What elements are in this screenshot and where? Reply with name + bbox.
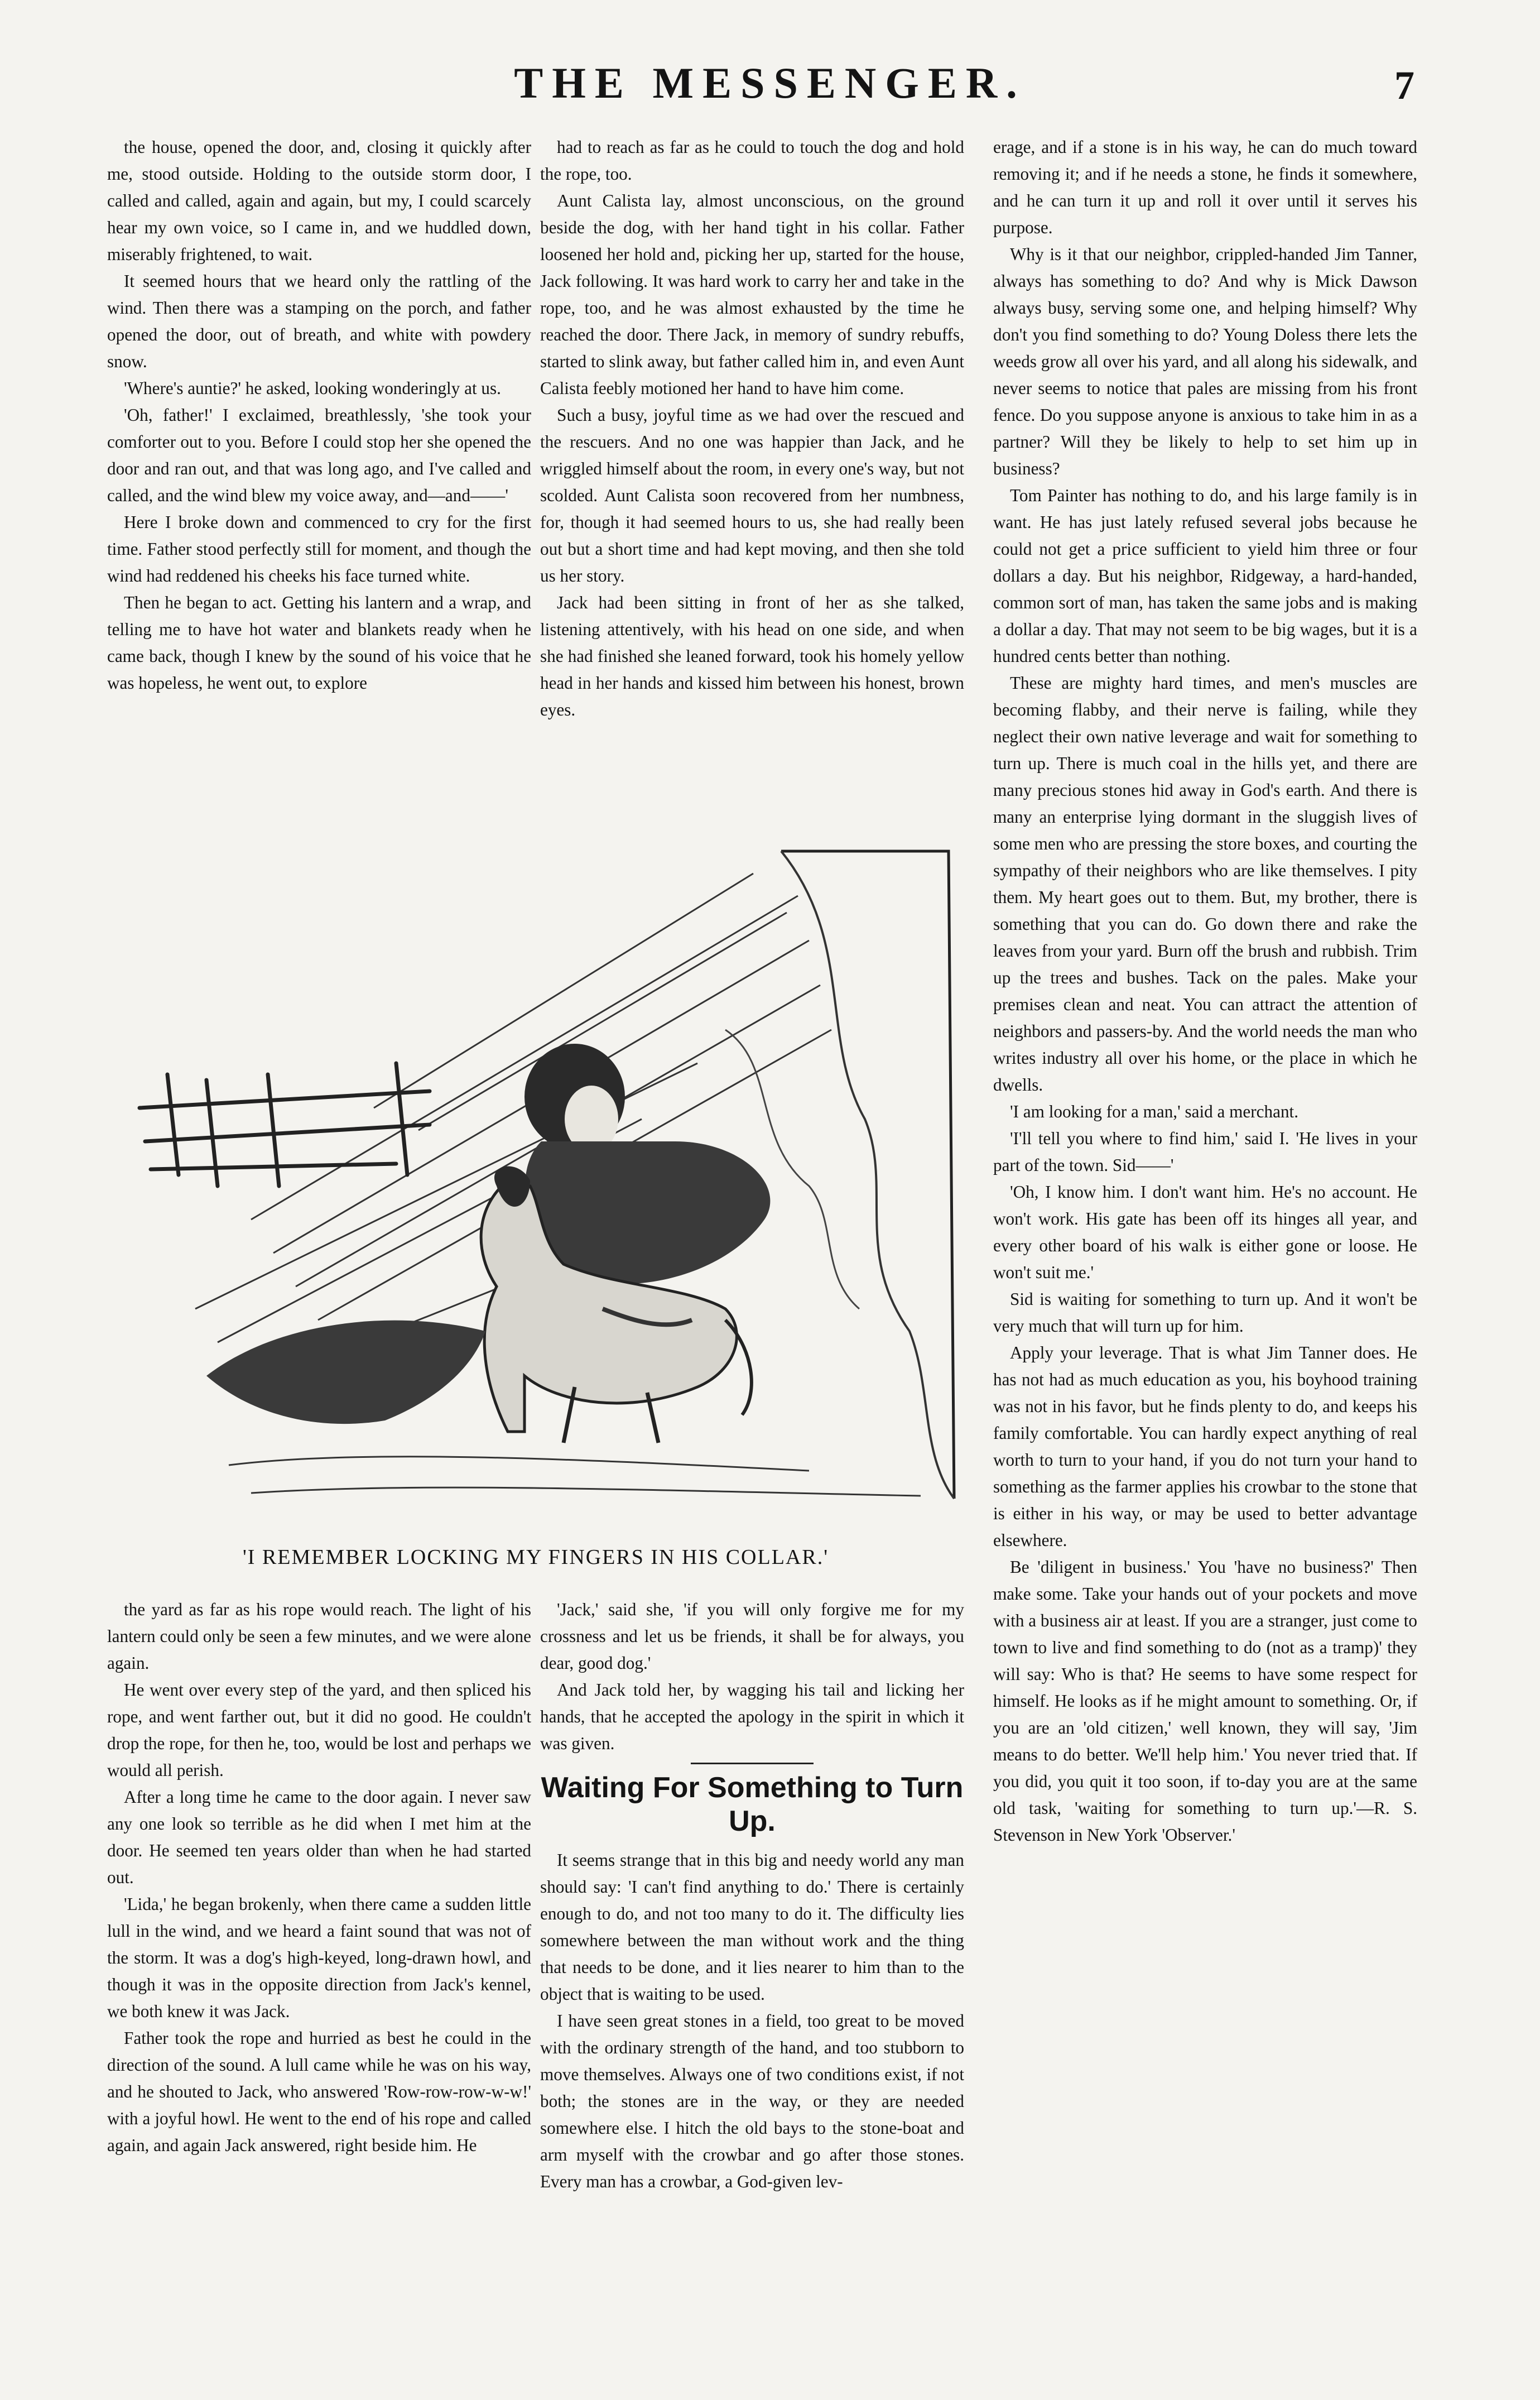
article-paragraph-signoff: Be 'diligent in business.' You 'have no business?' Then make some. Take your hands out of your pockets and move with a business air at least. If you are a stranger, just come to town to live and find something to do (not as a tramp)' they will say: Who is that? He seems to have some respect for himself. He looks as if he might amount to something. Or, if you are an 'old citizen,' well known, they will say, 'Jim means to do better. We'll help him.' You never tried that. If you did, you quit it too soon, if to-day you are at the same old task, 'waiting for something to turn up.'—R. S. Stevenson in New York 'Observer.' [993, 1557, 1418, 1845]
story-paragraph: 'Oh, father!' I exclaimed, breathlessly, 'she took your comforter out to you. Before I could stop her she opened the door and ran out, and that was long ago, and I've called and called, and the wind blew my voice away, and—and——' [107, 405, 531, 505]
story-paragraph: After a long time he came to the door again. I never saw any one look so terrible as he did when I met him at the door. He seemed ten years older than when he had started out. [107, 1787, 531, 1887]
article-paragraph: 'Oh, I know him. I don't want him. He's no account. He won't work. His gate has been off its hinges all year, and every other board of his walk is either gone or loose. He won't suit me.' [993, 1182, 1417, 1282]
story-column-1-top [107, 134, 531, 826]
story-paragraph: Aunt Calista lay, almost unconscious, on the ground beside the dog, with her hand tight in his collar. Father loosened her hold and, picking her up, started for the house, Jack following. It was hard work to carry her and take in the rope, too, and he was almost exhausted by the time he reached the door. There Jack, in memory of sundry rebuffs, started to slink away, but father called him in, and even Aunt Calista feebly motioned her hand to have him come. [540, 191, 964, 398]
story-paragraph: Here I broke down and commenced to cry for the first time. Father stood perfectly still for moment, and though the wind had reddened his cheeks his face turned white. [107, 512, 531, 585]
story-paragraph: 'Jack,' said she, 'if you will only forgive me for my crossness and let us be friends, it shall be for always, you dear, good dog.' [540, 1600, 964, 1673]
story-column-1-bottom [107, 1596, 531, 2389]
story-paragraph: He went over every step of the yard, and then spliced his rope, and went farther out, but it did no good. He couldn't drop the rope, for then he, too, would be lost and perhaps we would all perish. [107, 1680, 531, 1780]
story-paragraph: 'Where's auntie?' he asked, looking wonderingly at us. [124, 378, 501, 398]
page-number: 7 [1394, 63, 1414, 108]
story-paragraph: 'Lida,' he began brokenly, when there came a sudden little lull in the wind, and we heard a faint sound that was not of the storm. It was a dog's high-keyed, long-drawn howl, and though it was in the opposite direction from Jack's kennel, we both knew it was Jack. [107, 1894, 531, 2021]
story-paragraph: Then he began to act. Getting his lantern and a wrap, and telling me to have hot water and blankets ready when he came back, though I knew by the sound of his voice that he was hopeless, he went out, to explore [107, 593, 531, 693]
illustration-drawing [84, 829, 988, 1538]
story-paragraph: And Jack told her, by wagging his tail and licking her hands, that he accepted the apology in the spirit in which it was given. [540, 1680, 964, 1753]
story-paragraph: Jack had been sitting in front of her as she talked, listening attentively, with his head on one side, and when she had finished she leaned forward, took his homely yellow head in her hands and kissed him between his honest, brown eyes. [540, 593, 964, 719]
article-title: Waiting For Something to Turn Up. [541, 1772, 964, 1837]
article-paragraph: These are mighty hard times, and men's muscles are becoming flabby, and their nerve is failing, while they neglect their own native leverage and wait for something to turn up. There is much coal in the hills yet, and there are many precious stones hid away in God's earth. And there is many an enterprise lying dormant in the sluggish lives of some men who are pressing the store boxes, and courting the sympathy of their neighbors who are like themselves. I pity them. My heart goes out to them. But, my brother, there is something that you can do. Go down there and rake the leaves from your yard. Burn off the brush and rubbish. Trim up the trees and bushes. Tack on the pales. Make your premises clean and neat. You can attract the attention of neighbors and passers-by. And the world needs the man who writes industry all over his home, or the place in which he dwells. [993, 673, 1417, 1095]
article-paragraph: Why is it that our neighbor, crippled-handed Jim Tanner, always has something to do? And why is Mick Dawson always busy, serving some one, and helping himself? Why don't you find something to do? Young Doless there lets the weeds grow all over his yard, and all along his sidewalk, and never seems to notice that pales are missing from his front fence. Do you suppose anyone is anxious to take him in as a partner? Will they be likely to help to set him up in business? [993, 244, 1417, 478]
masthead-title: THE MESSENGER. [514, 59, 1026, 107]
article-paragraph: It seems strange that in this big and needy world any man should say: 'I can't find anything to do.' There is certainly enough to do, and not too many to do it. The difficulty lies somewhere between the man without work and the thing that needs to be done, and it lies nearer to him than to the object that is waiting to be used. [540, 1850, 964, 2004]
article-paragraph: 'I am looking for a man,' said a merchant. [1010, 1102, 1298, 1121]
story-paragraph: Father took the rope and hurried as best he could in the direction of the sound. A lull came while he was on his way, and he shouted to Jack, who answered 'Row-row-row-w-w!' with a joyful howl. He went to the end of his rope and called again, and again Jack answered, right beside him. He [107, 2028, 531, 2155]
story-column-2-top [540, 134, 964, 826]
story-paragraph: the house, opened the door, and, closing it quickly after me, stood outside. Holding to the outside storm door, I called and called, again and again, but my, I could scarcely hear my own voice, so I came in, and we huddled down, miserably frightened, to wait. [107, 137, 531, 264]
section-divider [691, 1763, 814, 1764]
article-paragraph: erage, and if a stone is in his way, he can do much toward removing it; and if he needs a stone, he finds it somewhere, and he can turn it up and roll it over until it serves his purpose. [993, 137, 1417, 237]
story-column-2-bottom [540, 1596, 964, 2389]
article-paragraph: 'I'll tell you where to find him,' said I. 'He lives in your part of the town. Sid——' [993, 1129, 1417, 1175]
story-paragraph: the yard as far as his rope would reach. The light of his lantern could only be seen a few minutes, and we were alone again. [107, 1600, 531, 1673]
article-paragraph: Apply your leverage. That is what Jim Tanner does. He has not had as much education as you, his boyhood training was not in his favor, but he finds plenty to do, and keeps his family comfortable. You can hardly expect anything of real worth to turn to your hand, if you do not turn your hand to something as the farmer applies his crowbar to the stone that is either in his way, or may be used to better advantage elsewhere. [993, 1343, 1417, 1550]
story-paragraph: Such a busy, joyful time as we had over the rescued and the rescuers. And no one was happier than Jack, and he wriggled himself about the room, in every one's way, but not scolded. Aunt Calista soon recovered from her numbness, for, though it had seemed hours to us, she had really been out but a short time and had kept moving, and then she told us her story. [540, 405, 964, 585]
article-paragraph: Sid is waiting for something to turn up. And it won't be very much that will turn up for him. [993, 1289, 1417, 1336]
article-paragraph: Tom Painter has nothing to do, and his large family is in want. He has just lately refused several jobs because he could not get a price sufficient to yield him three or four dollars a day. But his neighbor, Ridgeway, a hard-handed, common sort of man, has taken the same jobs and is making a dollar a day. That may not seem to be big wages, but it is a hundred cents better than nothing. [993, 486, 1417, 666]
article-column-3 [993, 134, 1417, 2389]
illustration [84, 829, 988, 1538]
illustration-caption: 'I REMEMBER LOCKING MY FINGERS IN HIS COLLAR.' [242, 1545, 829, 1569]
page-header [0, 0, 1540, 134]
article-paragraph: I have seen great stones in a field, too great to be moved with the ordinary strength of the hand, and too stubborn to move themselves. Always one of two conditions exist, if not both; the stones are in the way, or they are needed somewhere else. I hitch the old bays to the stone-boat and arm myself with the crowbar and go after those stones. Every man has a crowbar, a God-given lev- [540, 2011, 964, 2191]
story-paragraph: had to reach as far as he could to touch the dog and hold the rope, too. [540, 137, 964, 184]
story-paragraph: It seemed hours that we heard only the rattling of the wind. Then there was a stamping on the porch, and father opened the door, out of breath, and white with powdery snow. [107, 271, 531, 371]
